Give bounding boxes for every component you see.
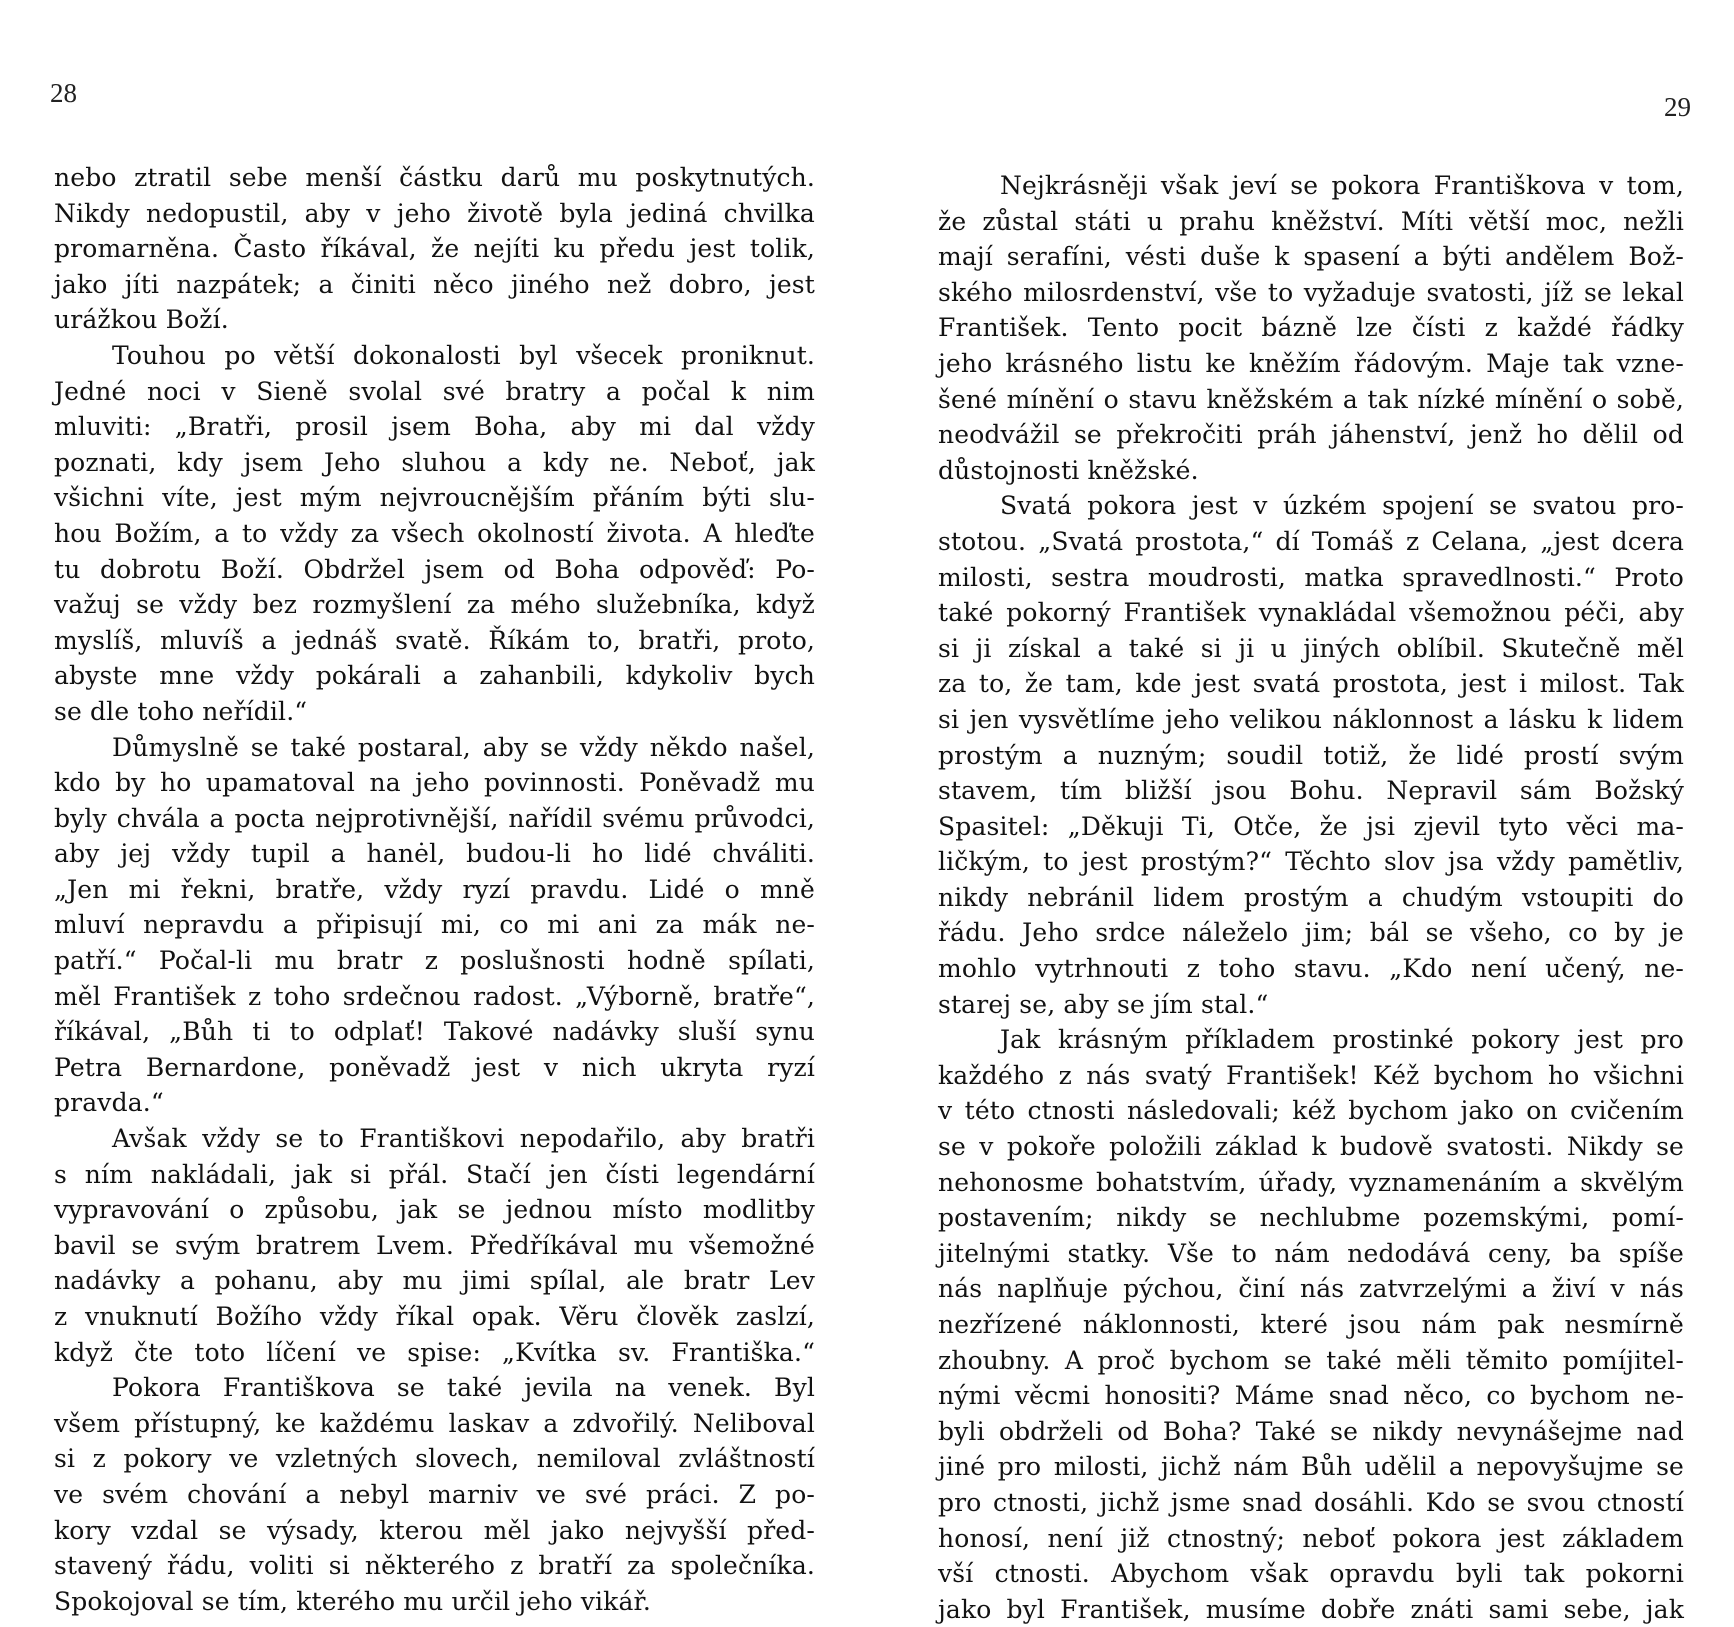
text-line: zhoubny. A proč bychom se také měli těmito pomíjitel- [938, 1345, 1684, 1375]
text-line: vypravování o způsobu, jak se jednou místo modlitby [54, 1195, 815, 1225]
text-line: Jedné noci v Sieně svolal své bratry a počal k nim [54, 376, 815, 406]
text-line: stavený řádu, voliti si některého z bratří za společníka. [54, 1551, 815, 1581]
text-line: jako byl František, musíme dobře znáti sami sebe, jak [938, 1594, 1684, 1624]
text-line: ve svém chování a nebyl marniv ve své práci. Z po- [54, 1479, 815, 1509]
text-line: honosí, není již ctnostný; neboť pokora jest základem [938, 1523, 1684, 1553]
text-line: promarněna. Často říkával, že nejíti ku předu jest tolik, [54, 234, 815, 264]
text-line: se dle toho neřídil.“ [54, 696, 308, 726]
text-line: aby jej vždy tupil a hanėl, budou-li ho lidé chváliti. [54, 839, 815, 869]
text-line: nás naplňuje pýchou, činí nás zatvrzelými a živí v nás [938, 1274, 1684, 1304]
text-line: Avšak vždy se to Františkovi nepodařilo, aby bratři [112, 1124, 815, 1154]
page-number-right: 29 [1664, 92, 1691, 122]
text-line: Pokora Františkova se také jevila na venek. Byl [112, 1373, 815, 1403]
text-line: milosti, sestra moudrosti, matka spravedlnosti.“ Proto [938, 562, 1684, 592]
text-line: v této ctnosti následovali; kéž bychom jako on cvičením [938, 1096, 1684, 1126]
text-line: Spasitel: „Děkuji Ti, Otče, že jsi zjevil tyto věci ma- [938, 811, 1684, 841]
text-line: každého z nás svatý František! Kéž bychom ho všichni [938, 1060, 1684, 1090]
text-line: si ji získal a také si ji u jiných oblíbil. Skutečně měl [938, 633, 1684, 663]
text-line: pro ctnosti, jichž jsme snad dosáhli. Kdo se svou ctností [938, 1487, 1684, 1517]
text-line: ského milosrdenství, vše to vyžaduje svatosti, jíž se lekal [938, 277, 1684, 307]
left-page-text [54, 160, 815, 1619]
text-line: starej se, aby se jím stal.“ [938, 989, 1269, 1019]
text-line: si jen vysvětlíme jeho velikou náklonnost a lásku k lidem [938, 704, 1684, 734]
text-line: vší ctnosti. Abychom však opravdu byli tak pokorni [938, 1559, 1684, 1589]
text-line: Spokojoval se tím, kterého mu určil jeho vikář. [54, 1586, 651, 1616]
text-line: Nikdy nedopustil, aby v jeho životě byla jediná chvilka [54, 198, 815, 228]
text-line: byly chvála a pocta nejprotivnější, nařídil svému průvodci, [54, 803, 815, 833]
text-line: nebo ztratil sebe menší částku darů mu poskytnutých. [54, 163, 815, 192]
text-line: mluviti: „Bratři, prosil jsem Boha, aby mi dal vždy [54, 412, 815, 442]
text-line: „Jen mi řekni, bratře, vždy ryzí pravdu. Lidé o mně [54, 874, 815, 904]
text-line: nehonosme bohatstvím, úřady, vyznamenáním a skvělým [938, 1167, 1684, 1197]
text-line: ličkým, to jest prostým?“ Těchto slov jsa vždy pamětliv, [938, 847, 1684, 877]
text-line: jako jíti nazpátek; a činiti něco jiného než dobro, jest [54, 269, 815, 299]
right-page-text [938, 168, 1684, 1627]
text-line: mluví nepravdu a připisují mi, co mi ani za mák ne- [54, 910, 815, 940]
text-line: Jak krásným příkladem prostinké pokory jest pro [1000, 1025, 1684, 1055]
text-line: postavením; nikdy se nechlubme pozemskými, pomí- [938, 1203, 1684, 1233]
text-line: se v pokoře položili základ k budově svatosti. Nikdy se [938, 1132, 1684, 1162]
text-line: měl František z toho srdečnou radost. „Výborně, bratře“, [54, 981, 815, 1011]
text-line: bavil se svým bratrem Lvem. Předříkával mu všemožné [54, 1230, 815, 1260]
text-line: nadávky a pohanu, aby mu jimi spílal, ale bratr Lev [54, 1266, 815, 1296]
text-line: Touhou po větší dokonalosti byl všecek proniknut. [112, 340, 815, 370]
text-line: mohlo vytrhnouti z toho stavu. „Kdo není učený, ne- [938, 954, 1684, 984]
text-line: mají serafíni, vésti duše k spasení a býti andělem Bož- [938, 242, 1684, 272]
text-line: řádu. Jeho srdce náleželo jim; bál se všeho, co by je [938, 918, 1684, 948]
text-line: nikdy nebránil lidem prostým a chudým vstoupiti do [938, 882, 1684, 912]
text-line: prostým a nuzným; soudil totiž, že lidé prostí svým [938, 740, 1684, 770]
text-line: František. Tento pocit bázně lze čísti z každé řádky [938, 313, 1684, 343]
text-line: važuj se vždy bez rozmyšlení za mého služebníka, když [54, 590, 815, 620]
text-line: Nejkrásněji však jeví se pokora Františkova v tom, [1000, 171, 1684, 200]
page-number-left: 28 [50, 78, 77, 108]
text-line: nezřízené náklonnosti, které jsou nám pak nesmírně [938, 1310, 1684, 1339]
text-line: důstojnosti kněžské. [938, 455, 1199, 485]
text-line: z vnuknutí Božího vždy říkal opak. Věru člověk zaslzí, [54, 1302, 815, 1331]
text-line: kory vzdal se výsady, kterou měl jako nejvyšší před- [54, 1515, 815, 1545]
text-line: tu dobrotu Boží. Obdržel jsem od Boha odpověď: Po- [54, 554, 815, 584]
text-line: neodvážil se překročiti práh jáhenství, jenž ho dělil od [938, 420, 1684, 450]
text-line: abyste mne vždy pokárali a zahanbili, kdykoliv bych [54, 661, 815, 691]
text-line: Petra Bernardone, poněvadž jest v nich ukryta ryzí [54, 1052, 815, 1082]
text-line: stotou. „Svatá prostota,“ dí Tomáš z Celana, „jest dcera [938, 526, 1684, 556]
text-line: všem přístupný, ke každému laskav a zdvořilý. Neliboval [54, 1408, 815, 1438]
text-line: myslíš, mluvíš a jednáš svatě. Říkám to, bratři, proto, [54, 625, 815, 655]
text-line: urážkou Boží. [54, 305, 229, 335]
text-line: Důmyslně se také postaral, aby se vždy někdo našel, [112, 732, 815, 762]
text-line: byli obdrželi od Boha? Také se nikdy nevynášejme nad [938, 1416, 1684, 1446]
text-line: hou Božím, a to vždy za všech okolností života. A hleďte [54, 518, 815, 548]
text-line: jiné pro milosti, jichž nám Bůh udělil a nepovyšujme se [938, 1452, 1684, 1482]
text-line: kdo by ho upamatoval na jeho povinnosti. Poněvadž mu [54, 768, 815, 798]
text-line: jitelnými statky. Vše to nám nedodává ceny, ba spíše [938, 1238, 1684, 1268]
text-line: si z pokory ve vzletných slovech, nemiloval zvláštností [54, 1444, 815, 1474]
text-line: s ním nakládali, jak si přál. Stačí jen čísti legendární [54, 1159, 815, 1189]
text-line: šené mínění o stavu kněžském a tak nízké mínění o sobě, [938, 384, 1684, 414]
text-line: patří.“ Počal-li mu bratr z poslušnosti hodně spílati, [54, 946, 815, 976]
text-line: stavem, tím bližší jsou Bohu. Nepravil sám Božský [938, 776, 1684, 806]
text-line: Svatá pokora jest v úzkém spojení se svatou pro- [1000, 491, 1684, 521]
text-line: poznati, kdy jsem Jeho sluhou a kdy ne. Neboť, jak [54, 447, 815, 477]
text-line: nými věcmi honositi? Máme snad něco, co bychom ne- [938, 1381, 1684, 1411]
text-line: říkával, „Bůh ti to odplať! Takové nadávky sluší synu [54, 1017, 815, 1047]
text-line: když čte toto líčení ve spise: „Kvítka sv. Františka.“ [54, 1337, 815, 1367]
text-line: všichni víte, jest mým nejvroucnějším přáním býti slu- [54, 483, 815, 513]
text-line: za to, že tam, kde jest svatá prostota, jest i milost. Tak [938, 669, 1684, 699]
text-line: také pokorný František vynakládal všemožnou péči, aby [938, 598, 1684, 628]
text-line: pravda.“ [54, 1088, 164, 1118]
text-line: že zůstal státi u prahu kněžství. Míti větší moc, nežli [938, 206, 1684, 236]
text-line: jeho krásného listu ke kněžím řádovým. Maje tak vzne- [938, 348, 1684, 378]
